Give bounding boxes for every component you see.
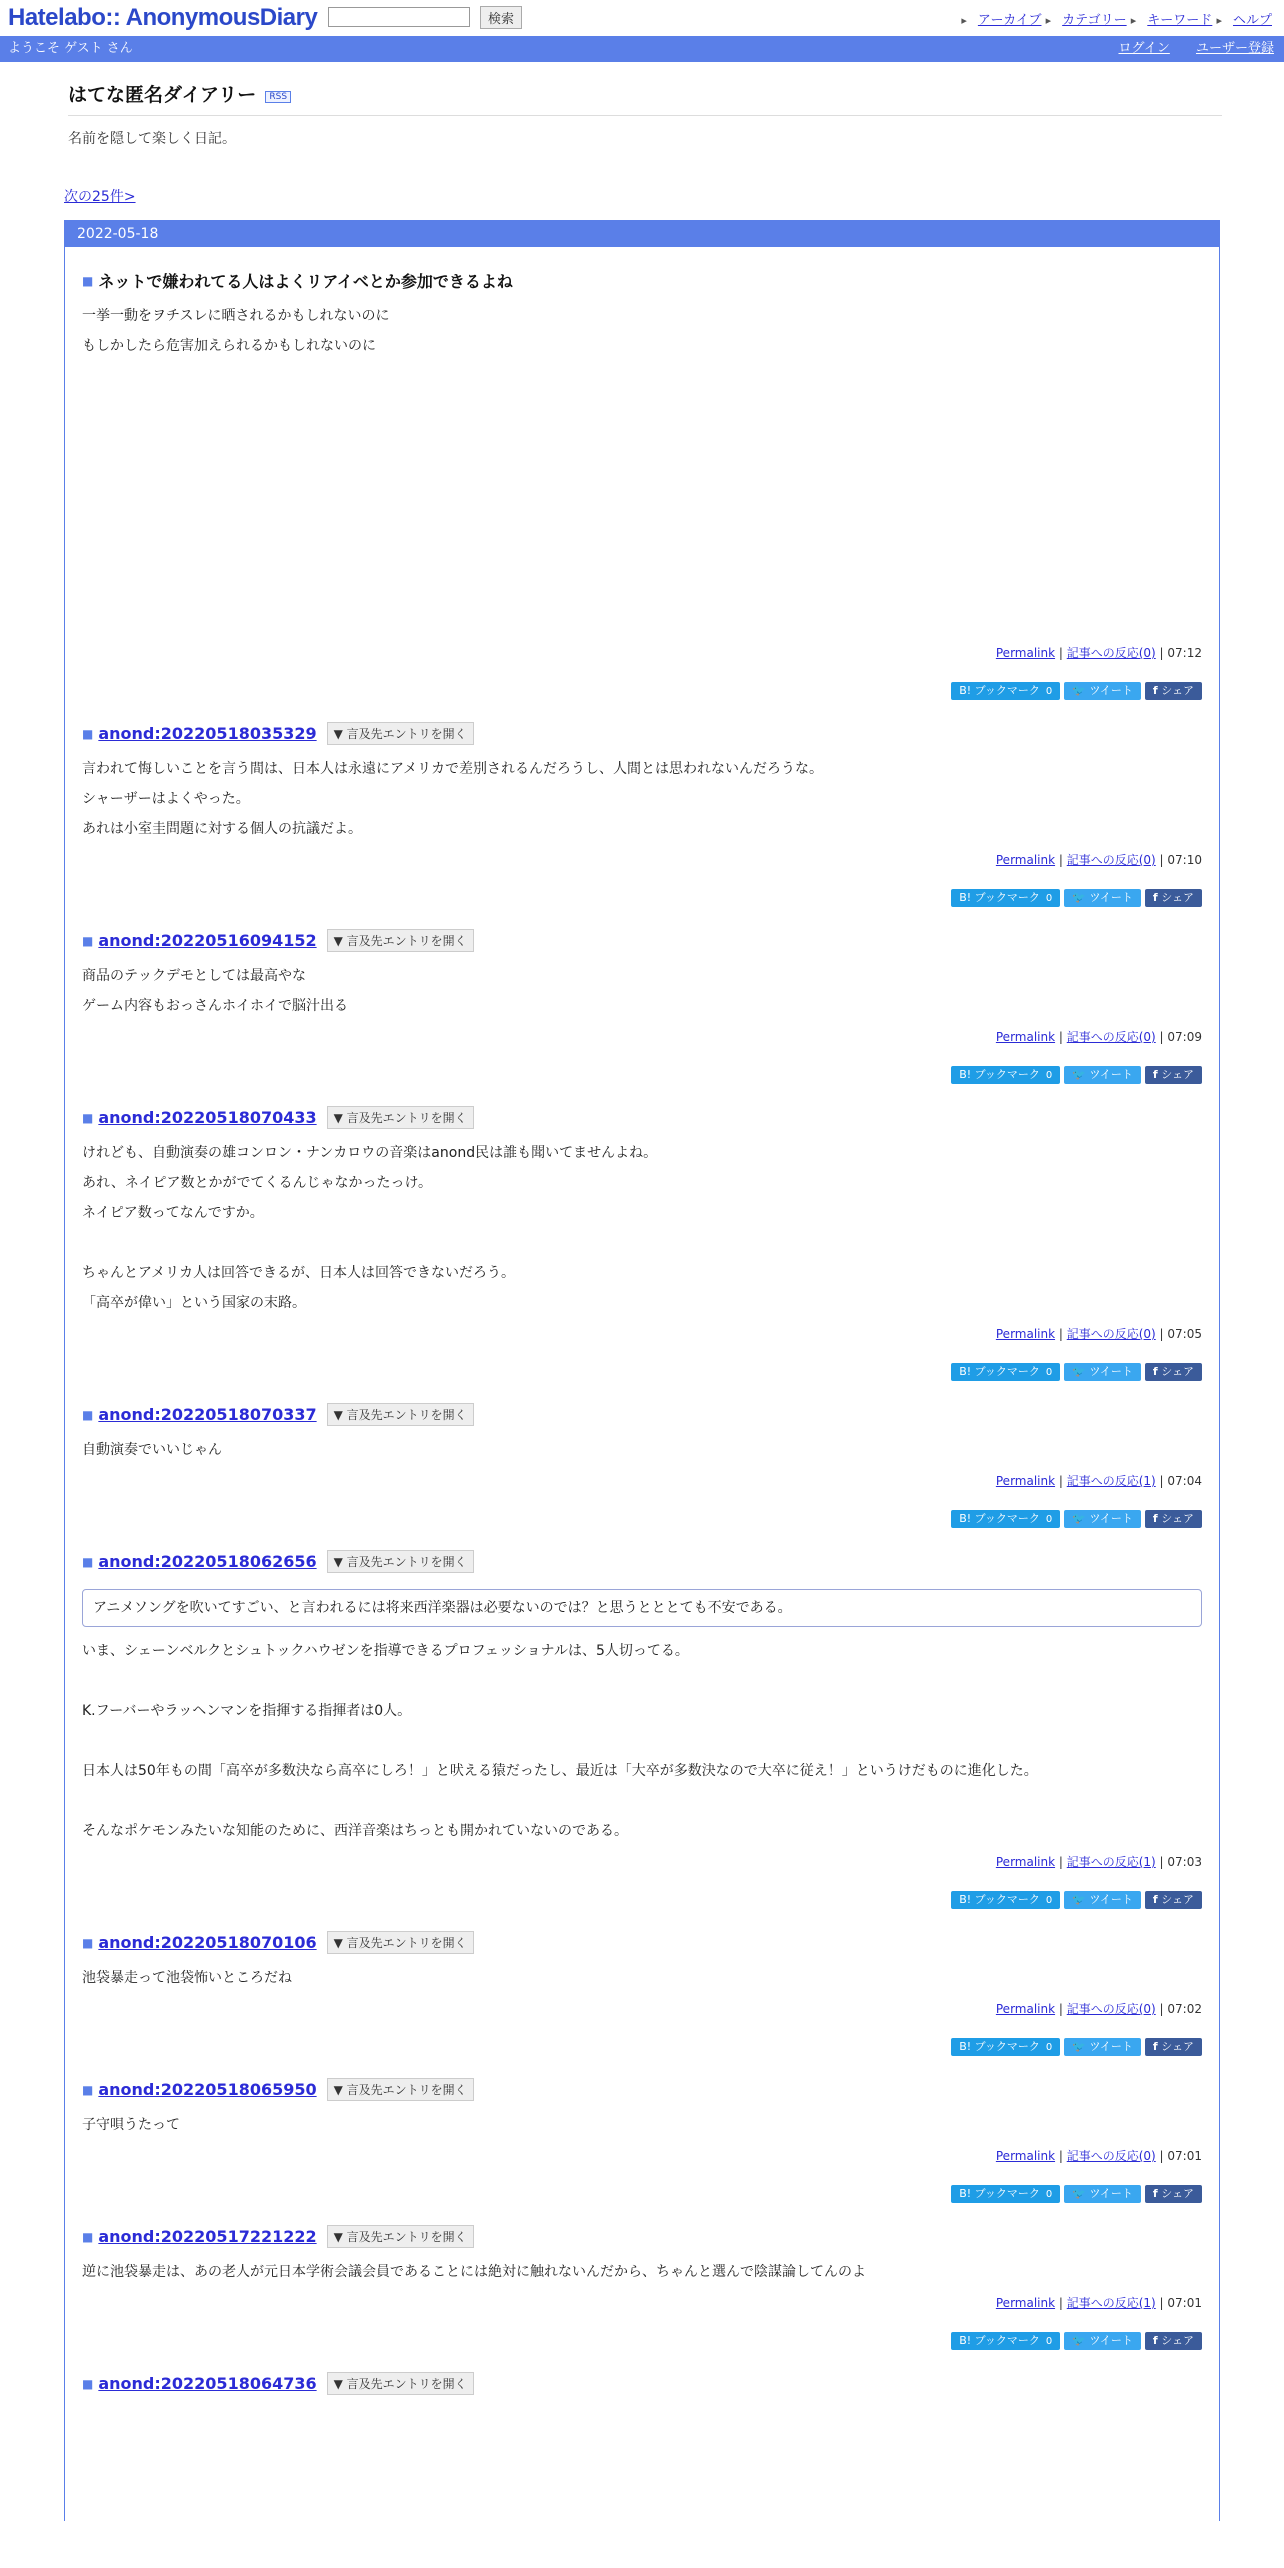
tweet-label: ツイート — [1089, 1068, 1133, 1081]
body-line: 逆に池袋暴走は、あの老人が元日本学術会議会員であることには絶対に触れないんだから、ちゃんと選んで陰謀論してんのよ — [82, 2264, 866, 2280]
facebook-share-button[interactable] — [1145, 2038, 1202, 2056]
share-label: シェア — [1161, 684, 1194, 697]
bookmark-count: 0 — [1045, 1070, 1053, 1081]
hatena-bookmark-label: B! ブックマーク — [959, 1365, 1040, 1378]
tweet-label: ツイート — [1089, 891, 1133, 904]
user-bar — [0, 36, 1284, 62]
permalink[interactable]: Permalink — [995, 1327, 1056, 1341]
entry-title-link[interactable]: anond:20220518062656 — [98, 1552, 317, 1571]
square-bullet-icon[interactable]: ■ — [82, 1407, 94, 1422]
hatena-bookmark-label: B! ブックマーク — [959, 1512, 1040, 1525]
entry-meta: Permalink | 記事への反応(1) | 07:01 — [995, 2296, 1202, 2310]
top-header — [0, 0, 1284, 36]
twitter-bird-icon: 🐦 — [1072, 2334, 1086, 2347]
share-buttons — [82, 1507, 1202, 1528]
tweet-label: ツイート — [1089, 1893, 1133, 1906]
square-bullet-icon[interactable]: ■ — [82, 726, 94, 741]
square-bullet-icon[interactable]: ■ — [82, 933, 94, 948]
hatena-bookmark-button[interactable] — [951, 2038, 1060, 2056]
day-section — [64, 220, 1220, 2521]
share-label: シェア — [1161, 891, 1194, 904]
reactions-link[interactable]: 記事への反応(0) — [1066, 853, 1156, 867]
entries-list — [65, 269, 1219, 2395]
body-line: ちゃんとアメリカ人は回答できるが、日本人は回答できないだろう。 — [82, 1265, 516, 1281]
body-line — [82, 1733, 1202, 1749]
permalink[interactable]: Permalink — [995, 1855, 1056, 1869]
body-line: 子守唄うたって — [82, 2117, 180, 2133]
tweet-button[interactable] — [1064, 1066, 1141, 1084]
entry-title-link[interactable]: anond:20220518035329 — [98, 724, 317, 743]
share-label: シェア — [1161, 2334, 1194, 2347]
entry-time: 07:04 — [1167, 1474, 1202, 1488]
entry-title-link[interactable]: anond:20220516094152 — [98, 931, 317, 950]
body-line — [82, 1673, 1202, 1689]
share-buttons — [82, 2035, 1202, 2056]
square-bullet-icon[interactable]: ■ — [82, 1554, 94, 1569]
top-nav — [961, 9, 1272, 28]
entry-title-link[interactable]: anond:20220518070337 — [98, 1405, 317, 1424]
hatena-bookmark-button[interactable] — [951, 1891, 1060, 1909]
entry-title-link[interactable]: anond:20220518065950 — [98, 2080, 317, 2099]
entry — [82, 2225, 1202, 2350]
entry-meta: Permalink | 記事への反応(0) | 07:02 — [995, 2002, 1202, 2016]
entry-meta: Permalink | 記事への反応(0) | 07:10 — [995, 853, 1202, 867]
share-buttons — [82, 886, 1202, 907]
entry-meta: Permalink | 記事への反応(0) | 07:12 — [995, 646, 1202, 660]
tweet-button[interactable] — [1064, 682, 1141, 700]
share-label: シェア — [1161, 1512, 1194, 1525]
tweet-label: ツイート — [1089, 1512, 1133, 1525]
body-line — [82, 1235, 1202, 1251]
entry — [82, 269, 1202, 700]
entry-title-link[interactable]: anond:20220517221222 — [98, 2227, 317, 2246]
nav-help-link[interactable]: ヘルプ — [1232, 13, 1272, 28]
tweet-button[interactable] — [1064, 2332, 1141, 2350]
entry-title — [82, 1106, 1202, 1129]
hatena-bookmark-label: B! ブックマーク — [959, 2334, 1040, 2347]
share-buttons — [82, 2182, 1202, 2203]
entry-title — [82, 2225, 1202, 2248]
twitter-bird-icon: 🐦 — [1072, 1512, 1086, 1525]
permalink[interactable]: Permalink — [995, 2296, 1056, 2310]
body-line: けれども、自動演奏の雄コンロン・ナンカロウの音楽はanond民は誰も聞いてませんよね。 — [82, 1145, 658, 1161]
hatena-bookmark-label: B! ブックマーク — [959, 684, 1040, 697]
body-line: 日本人は50年もの間「高卒が多数決なら高卒にしろ！」と吠える猿だったし、最近は「大卒が多数決なので大卒に従え！」というけだものに進化した。 — [82, 1763, 1038, 1779]
open-reference-button[interactable]: ▼ 言及先エントリを開く — [327, 929, 474, 952]
search-input[interactable] — [328, 7, 470, 27]
entry-meta: Permalink | 記事への反応(0) | 07:05 — [995, 1327, 1202, 1341]
entry-body — [82, 1145, 1202, 1311]
body-line: ゲーム内容もおっさんホイホイで脳汁出る — [82, 998, 348, 1014]
share-label: シェア — [1161, 2040, 1194, 2053]
entry-time: 07:02 — [1167, 2002, 1202, 2016]
entry-body — [82, 761, 1202, 837]
square-bullet-icon[interactable]: ■ — [82, 2229, 94, 2244]
facebook-icon: f — [1152, 1068, 1158, 1081]
entry-title — [82, 269, 1202, 292]
twitter-bird-icon: 🐦 — [1072, 1893, 1086, 1906]
share-buttons — [82, 1360, 1202, 1381]
site-logo[interactable]: Hatelabo:: AnonymousDiary — [8, 4, 318, 31]
square-bullet-icon[interactable]: ■ — [82, 1110, 94, 1125]
bookmark-count: 0 — [1045, 2042, 1053, 2053]
share-label: シェア — [1161, 2187, 1194, 2200]
hatena-bookmark-label: B! ブックマーク — [959, 1893, 1040, 1906]
entry-title — [82, 929, 1202, 952]
login-link[interactable]: ログイン — [1118, 41, 1170, 56]
share-buttons — [82, 1888, 1202, 1909]
facebook-icon: f — [1152, 1893, 1158, 1906]
entry-title — [82, 1931, 1202, 1954]
square-bullet-icon[interactable]: ■ — [82, 2376, 94, 2391]
twitter-bird-icon: 🐦 — [1072, 2187, 1086, 2200]
entry-body — [82, 1442, 1202, 1458]
tweet-button[interactable] — [1064, 1891, 1141, 1909]
open-reference-button[interactable]: ▼ 言及先エントリを開く — [327, 1550, 474, 1573]
entry-time: 07:10 — [1167, 853, 1202, 867]
twitter-bird-icon: 🐦 — [1072, 1365, 1086, 1378]
entry-title-link[interactable]: anond:20220518070106 — [98, 1933, 317, 1952]
body-line — [82, 1793, 1202, 1809]
entry-meta: Permalink | 記事への反応(1) | 07:03 — [995, 1855, 1202, 1869]
bookmark-count: 0 — [1045, 1367, 1053, 1378]
reactions-link[interactable]: 記事への反応(0) — [1066, 1030, 1156, 1044]
arrow-icon: ▸ — [1045, 14, 1052, 27]
share-label: シェア — [1161, 1068, 1194, 1081]
share-label: シェア — [1161, 1365, 1194, 1378]
reactions-link[interactable]: 記事への反応(0) — [1066, 646, 1156, 660]
bookmark-count: 0 — [1045, 893, 1053, 904]
reactions-link[interactable]: 記事への反応(1) — [1066, 2296, 1156, 2310]
entry — [82, 1550, 1202, 1909]
body-line: 一挙一動をヲチスレに晒されるかもしれないのに — [82, 308, 390, 324]
entry-body — [82, 1589, 1202, 1839]
hatena-bookmark-button[interactable] — [951, 889, 1060, 907]
square-bullet-icon[interactable]: ■ — [82, 273, 94, 288]
facebook-icon: f — [1152, 1512, 1158, 1525]
open-reference-button[interactable]: ▼ 言及先エントリを開く — [327, 722, 474, 745]
body-line: K.フーバーやラッヘンマンを指揮する指揮者は0人。 — [82, 1703, 412, 1719]
tweet-label: ツイート — [1089, 2334, 1133, 2347]
square-bullet-icon[interactable]: ■ — [82, 1935, 94, 1950]
entry-body — [82, 1970, 1202, 1986]
register-link[interactable]: ユーザー登録 — [1195, 41, 1274, 56]
hatena-bookmark-label: B! ブックマーク — [959, 2187, 1040, 2200]
body-line: 自動演奏でいいじゃん — [82, 1442, 222, 1458]
blockquote: アニメソングを吹いてすごい、と言われるには将来西洋楽器は必要ないのでは？と思うとととても不安である。 — [82, 1589, 1202, 1627]
facebook-share-button[interactable] — [1145, 2332, 1202, 2350]
reactions-link[interactable]: 記事への反応(1) — [1066, 1855, 1156, 1869]
body-line: 池袋暴走って池袋怖いところだね — [82, 1970, 292, 1986]
entry — [82, 2372, 1202, 2395]
facebook-share-button[interactable] — [1145, 2185, 1202, 2203]
hatena-bookmark-button[interactable] — [951, 1510, 1060, 1528]
entry-meta: Permalink | 記事への反応(0) | 07:09 — [995, 1030, 1202, 1044]
entry — [82, 929, 1202, 1084]
body-line: あれは小室圭問題に対する個人の抗議だよ。 — [82, 821, 362, 837]
twitter-bird-icon: 🐦 — [1072, 2040, 1086, 2053]
facebook-share-button[interactable] — [1145, 1363, 1202, 1381]
welcome-text: ようこそ ゲスト さん — [8, 41, 133, 56]
hatena-bookmark-button[interactable] — [951, 682, 1060, 700]
bookmark-count: 0 — [1045, 1895, 1053, 1906]
twitter-bird-icon: 🐦 — [1072, 1068, 1086, 1081]
hatena-bookmark-button[interactable] — [951, 1363, 1060, 1381]
reactions-link[interactable]: 記事への反応(1) — [1066, 1474, 1156, 1488]
open-reference-button[interactable]: ▼ 言及先エントリを開く — [327, 2225, 474, 2248]
hatena-bookmark-button[interactable] — [951, 2185, 1060, 2203]
entry — [82, 1106, 1202, 1381]
facebook-share-button[interactable] — [1145, 889, 1202, 907]
bookmark-count: 0 — [1045, 686, 1053, 697]
entry-time: 07:01 — [1167, 2149, 1202, 2163]
permalink[interactable]: Permalink — [995, 2149, 1056, 2163]
diary-description: 名前を隠して楽しく日記。 — [68, 131, 236, 147]
entry-title-link[interactable]: anond:20220518064736 — [98, 2374, 317, 2393]
bookmark-count: 0 — [1045, 1514, 1053, 1525]
body-line: そんなポケモンみたいな知能のために、西洋音楽はちっとも開かれていないのである。 — [82, 1823, 628, 1839]
permalink[interactable]: Permalink — [995, 1474, 1056, 1488]
next-page-link[interactable]: 次の25件> — [64, 189, 136, 205]
share-buttons — [82, 2329, 1202, 2350]
facebook-icon: f — [1152, 684, 1158, 697]
entry-time: 07:03 — [1167, 1855, 1202, 1869]
tweet-button[interactable] — [1064, 2038, 1141, 2056]
tweet-button[interactable] — [1064, 1510, 1141, 1528]
day-date: 2022-05-18 — [65, 221, 1219, 247]
nav-archive-link[interactable]: アーカイブ — [977, 13, 1042, 28]
pager — [64, 186, 1284, 206]
square-bullet-icon[interactable]: ■ — [82, 2082, 94, 2097]
permalink[interactable]: Permalink — [995, 1030, 1056, 1044]
hatena-bookmark-label: B! ブックマーク — [959, 2040, 1040, 2053]
diary-title[interactable]: はてな匿名ダイアリー — [68, 84, 257, 106]
body-line: 言われて悔しいことを言う間は、日本人は永遠にアメリカで差別されるんだろうし、人間とは思われないんだろうな。 — [82, 761, 824, 777]
reactions-link[interactable]: 記事への反応(0) — [1066, 2002, 1156, 2016]
entry — [82, 2078, 1202, 2203]
body-line: もしかしたら危害加えられるかもしれないのに — [82, 338, 376, 354]
entry-body — [82, 2117, 1202, 2133]
body-line: あれ、ネイピア数とかがでてくるんじゃなかったっけ。 — [82, 1175, 432, 1191]
body-line: いま、シェーンベルクとシュトックハウゼンを指導できるプロフェッショナルは、5人切ってる。 — [82, 1643, 689, 1659]
entry — [82, 1403, 1202, 1528]
entry — [82, 722, 1202, 907]
permalink[interactable]: Permalink — [995, 2002, 1056, 2016]
hatena-bookmark-button[interactable] — [951, 1066, 1060, 1084]
reactions-link[interactable]: 記事への反応(0) — [1066, 1327, 1156, 1341]
facebook-share-button[interactable] — [1145, 1510, 1202, 1528]
tweet-button[interactable] — [1064, 889, 1141, 907]
search-button[interactable]: 検索 — [480, 6, 522, 29]
entry-time: 07:09 — [1167, 1030, 1202, 1044]
entry-title — [82, 1550, 1202, 1573]
body-line: 商品のテックデモとしては最高やな — [82, 968, 306, 984]
entry-time: 07:12 — [1167, 646, 1202, 660]
share-buttons — [82, 679, 1202, 700]
open-reference-button[interactable]: ▼ 言及先エントリを開く — [327, 2078, 474, 2101]
permalink[interactable]: Permalink — [995, 646, 1056, 660]
facebook-share-button[interactable] — [1145, 1066, 1202, 1084]
hatena-bookmark-label: B! ブックマーク — [959, 891, 1040, 904]
facebook-share-button[interactable] — [1145, 1891, 1202, 1909]
entry-meta: Permalink | 記事への反応(0) | 07:01 — [995, 2149, 1202, 2163]
reactions-link[interactable]: 記事への反応(0) — [1066, 2149, 1156, 2163]
hatena-bookmark-label: B! ブックマーク — [959, 1068, 1040, 1081]
facebook-share-button[interactable] — [1145, 682, 1202, 700]
entry-title-link[interactable]: anond:20220518070433 — [98, 1108, 317, 1127]
entry-body — [82, 968, 1202, 1014]
facebook-icon: f — [1152, 891, 1158, 904]
entry-body — [82, 308, 1202, 638]
entry-meta: Permalink | 記事への反応(1) | 07:04 — [995, 1474, 1202, 1488]
tweet-label: ツイート — [1089, 2187, 1133, 2200]
entry-time: 07:05 — [1167, 1327, 1202, 1341]
share-label: シェア — [1161, 1893, 1194, 1906]
tweet-label: ツイート — [1089, 684, 1133, 697]
hatena-bookmark-button[interactable] — [951, 2332, 1060, 2350]
share-buttons — [82, 1063, 1202, 1084]
entry-title — [82, 722, 1202, 745]
entry-title-text: ネットで嫌われてる人はよくリアイベとか参加できるよね — [98, 272, 513, 291]
diary-header — [68, 80, 1222, 116]
entry — [82, 1931, 1202, 2056]
open-reference-button[interactable]: ▼ 言及先エントリを開く — [327, 2372, 474, 2395]
open-reference-button[interactable]: ▼ 言及先エントリを開く — [327, 1106, 474, 1129]
arrow-icon: ▸ — [1130, 14, 1137, 27]
rss-icon[interactable]: RSS — [265, 91, 291, 103]
tweet-button[interactable] — [1064, 2185, 1141, 2203]
entry-title — [82, 2372, 1202, 2395]
arrow-icon: ▸ — [1216, 14, 1222, 27]
open-reference-button[interactable]: ▼ 言及先エントリを開く — [327, 1403, 474, 1426]
facebook-icon: f — [1152, 2040, 1158, 2053]
twitter-bird-icon: 🐦 — [1072, 891, 1086, 904]
tweet-button[interactable] — [1064, 1363, 1141, 1381]
entry-title — [82, 2078, 1202, 2101]
body-line: シャーザーはよくやった。 — [82, 791, 250, 807]
arrow-icon: ▸ — [961, 14, 967, 27]
facebook-icon: f — [1152, 2334, 1158, 2347]
open-reference-button[interactable]: ▼ 言及先エントリを開く — [327, 1931, 474, 1954]
body-line: ネイピア数ってなんですか。 — [82, 1205, 264, 1221]
body-line: 「高卒が偉い」という国家の末路。 — [82, 1295, 306, 1311]
twitter-bird-icon: 🐦 — [1072, 684, 1086, 697]
entry-body — [82, 2264, 1202, 2280]
facebook-icon: f — [1152, 2187, 1158, 2200]
nav-category-link[interactable]: カテゴリー — [1062, 13, 1127, 28]
bookmark-count: 0 — [1045, 2336, 1053, 2347]
permalink[interactable]: Permalink — [995, 853, 1056, 867]
entry-time: 07:01 — [1167, 2296, 1202, 2310]
entry-title — [82, 1403, 1202, 1426]
tweet-label: ツイート — [1089, 1365, 1133, 1378]
facebook-icon: f — [1152, 1365, 1158, 1378]
bookmark-count: 0 — [1045, 2189, 1053, 2200]
tweet-label: ツイート — [1089, 2040, 1133, 2053]
nav-keyword-link[interactable]: キーワード — [1147, 13, 1213, 28]
